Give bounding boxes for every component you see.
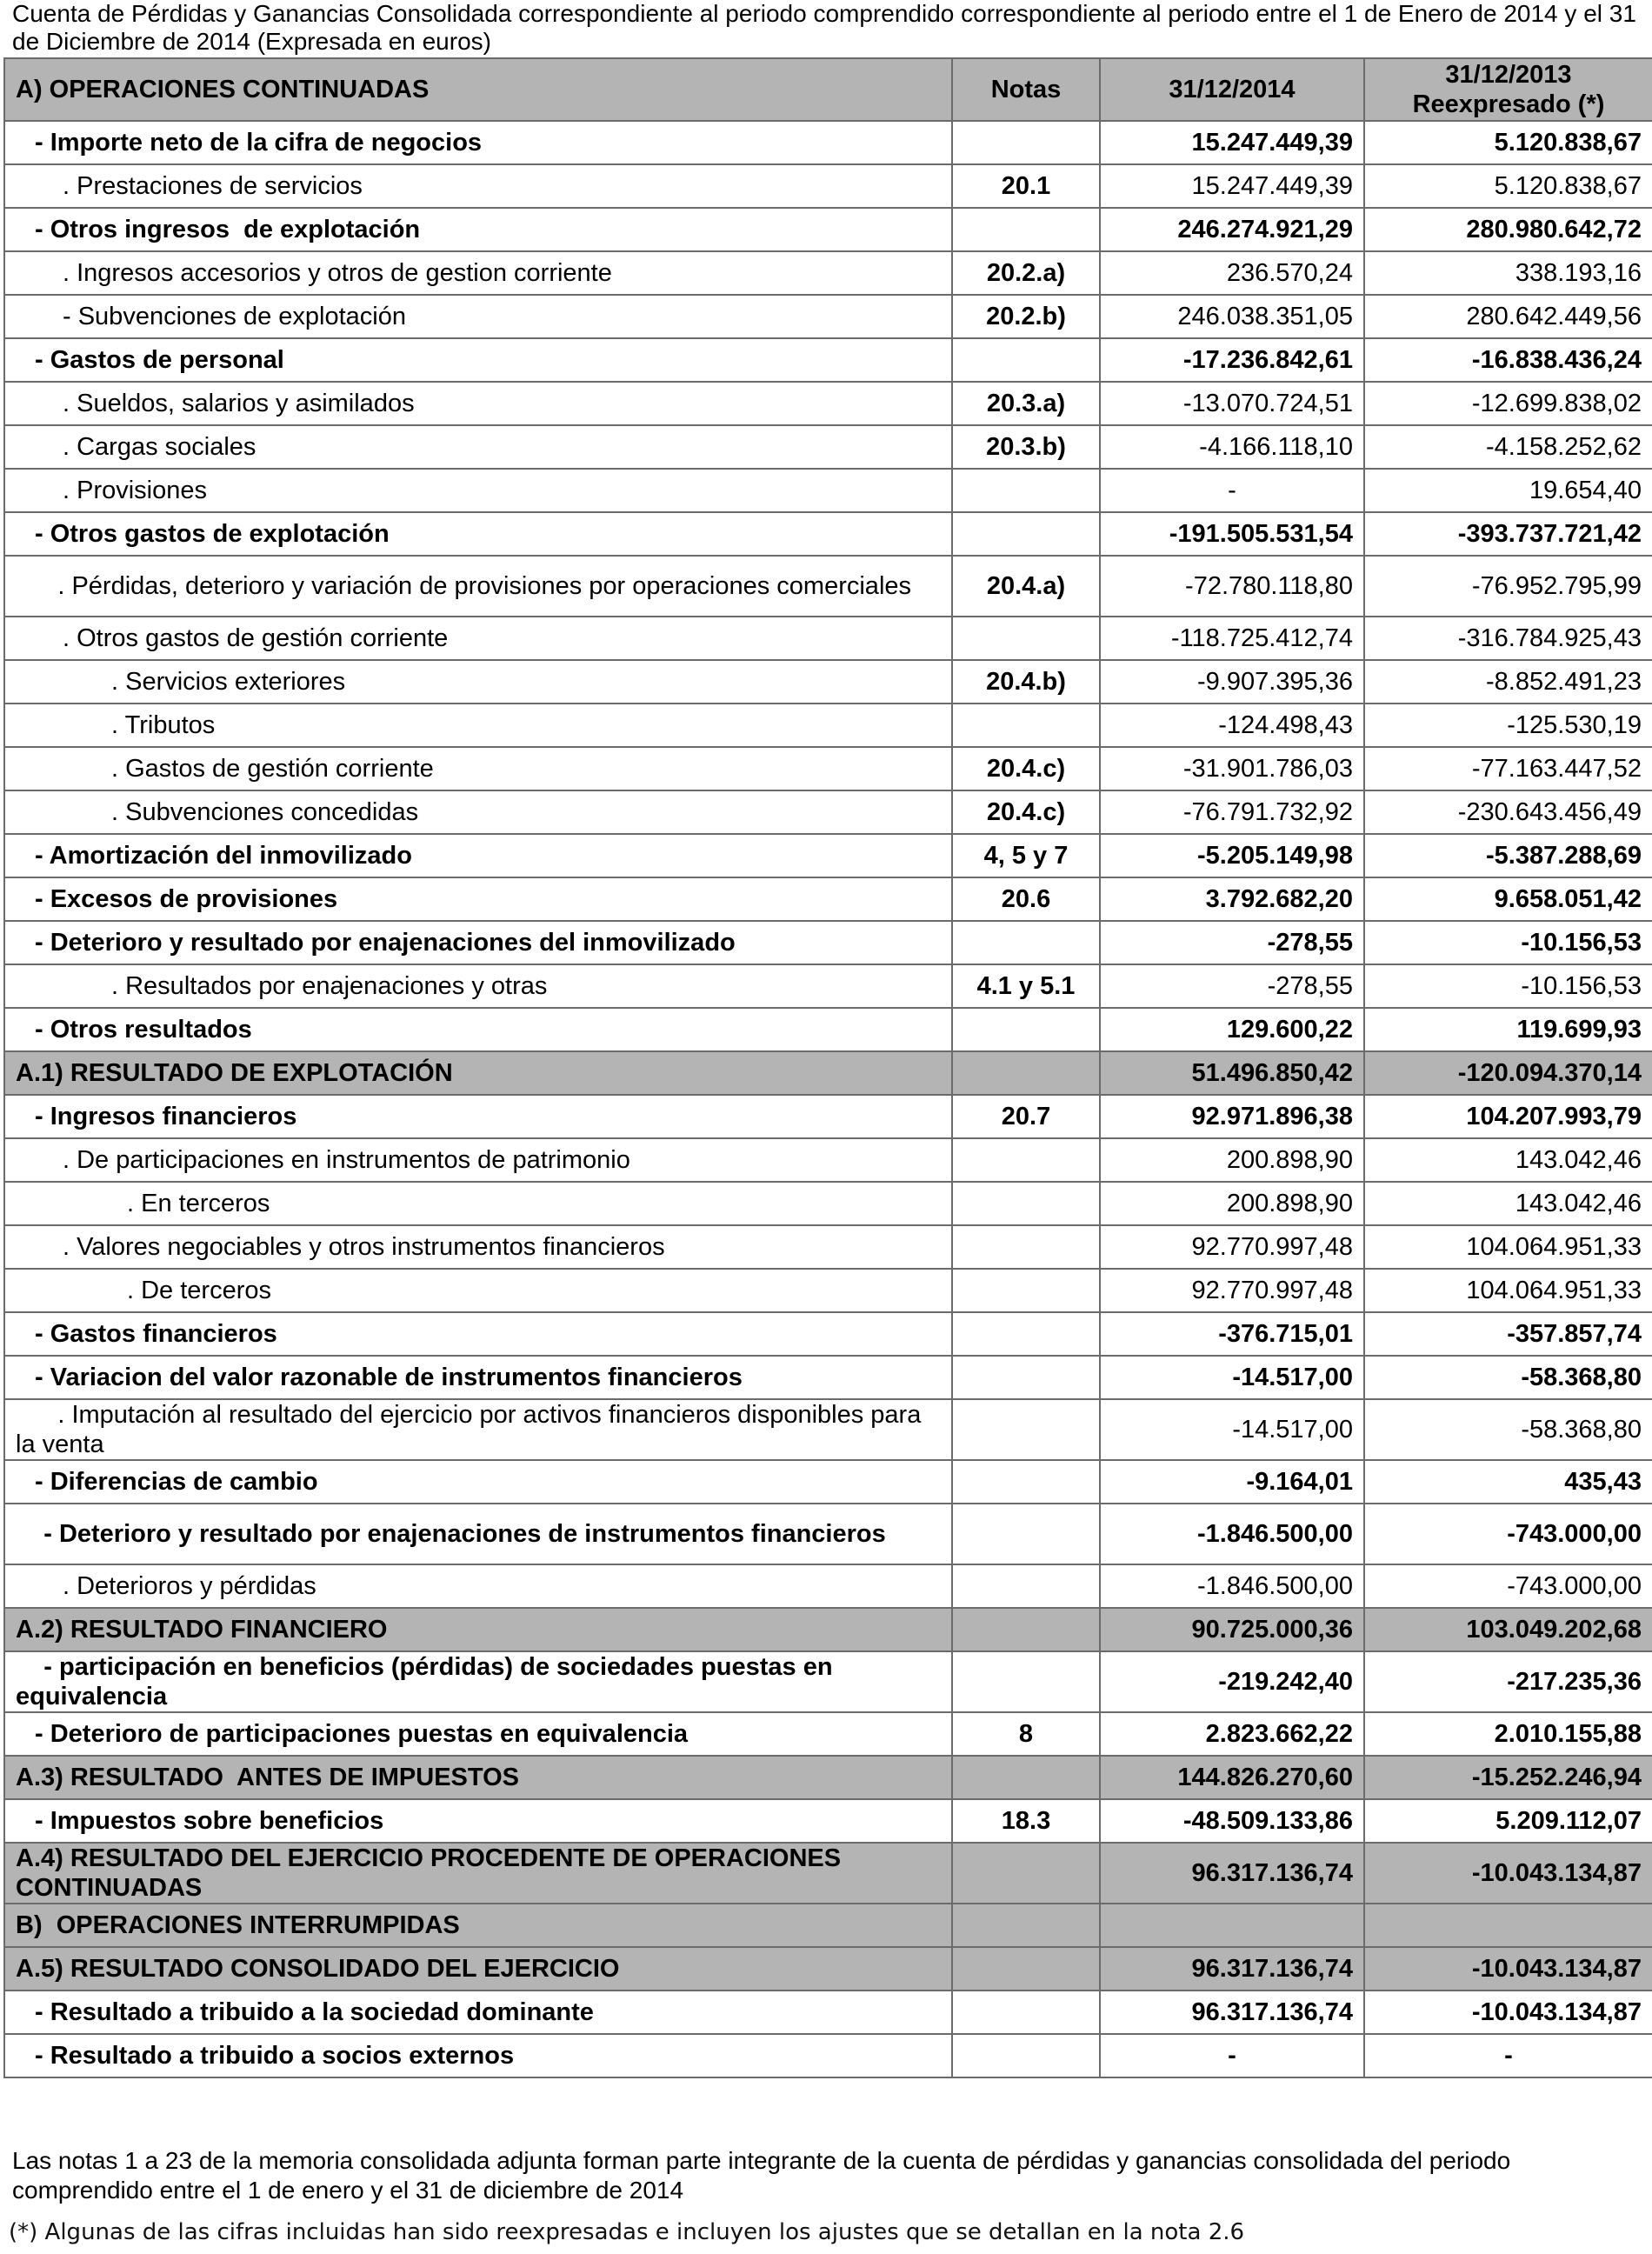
row-label: . Sueldos, salarios y asimilados	[4, 382, 952, 425]
table-row	[4, 208, 1652, 251]
row-value-2014: -118.725.412,74	[1100, 617, 1364, 660]
header-col-2013-note: Reexpresado (*)	[1412, 90, 1605, 118]
row-value-2014: -14.517,00	[1100, 1399, 1364, 1460]
row-notas	[952, 1225, 1100, 1269]
row-label: . En terceros	[4, 1182, 952, 1225]
row-value-2013: 338.193,16	[1364, 251, 1652, 295]
row-notas	[952, 1756, 1100, 1799]
row-label: - Otros gastos de explotación	[4, 512, 952, 556]
row-value-2014: -124.498,43	[1100, 704, 1364, 747]
row-label: . Servicios exteriores	[4, 660, 952, 704]
row-label: - Excesos de provisiones	[4, 877, 952, 921]
row-notas	[952, 1008, 1100, 1051]
row-value-2013: 119.699,93	[1364, 1008, 1652, 1051]
row-value-2013: 5.209.112,07	[1364, 1799, 1652, 1843]
table-row	[4, 1138, 1652, 1182]
row-value-2014: 2.823.662,22	[1100, 1712, 1364, 1756]
table-row	[4, 747, 1652, 790]
row-value-2014: 129.600,22	[1100, 1008, 1364, 1051]
row-label: - Impuestos sobre beneficios	[4, 1799, 952, 1843]
footer-note: Las notas 1 a 23 de la memoria consolidada adjunta forman parte integrante de la cuenta de pérdidas y ganancias consolidada del periodo comprendido entre el 1 de enero y el 31 de diciembre de 2014	[12, 2147, 1511, 2204]
row-value-2013: -316.784.925,43	[1364, 617, 1652, 660]
row-value-2014: 246.274.921,29	[1100, 208, 1364, 251]
row-notas	[952, 1843, 1100, 1904]
row-notas	[952, 1947, 1100, 1991]
row-value-2014: -48.509.133,86	[1100, 1799, 1364, 1843]
table-row	[4, 617, 1652, 660]
table-row	[4, 2034, 1652, 2077]
row-notas	[952, 921, 1100, 964]
row-value-2013: -743.000,00	[1364, 1504, 1652, 1564]
row-value-2014: -13.070.724,51	[1100, 382, 1364, 425]
row-label: - Subvenciones de explotación	[4, 295, 952, 338]
row-notas	[952, 1399, 1100, 1460]
row-label: - Resultado a tribuido a socios externos	[4, 2034, 952, 2077]
table-row	[4, 1947, 1652, 1991]
row-value-2014	[1100, 1904, 1364, 1947]
row-value-2014: 92.770.997,48	[1100, 1269, 1364, 1312]
table-row	[4, 338, 1652, 382]
row-label: B) OPERACIONES INTERRUMPIDAS	[4, 1904, 952, 1947]
row-notas	[952, 512, 1100, 556]
table-row	[4, 1051, 1652, 1095]
table-row	[4, 1182, 1652, 1225]
row-value-2014: 96.317.136,74	[1100, 1843, 1364, 1904]
header-col-2013	[1364, 58, 1652, 121]
row-value-2013: 5.120.838,67	[1364, 164, 1652, 208]
row-value-2014: 200.898,90	[1100, 1182, 1364, 1225]
row-label: - Resultado a tribuido a la sociedad dominante	[4, 1991, 952, 2034]
row-label: . Prestaciones de servicios	[4, 164, 952, 208]
row-value-2014: -5.205.149,98	[1100, 834, 1364, 877]
row-notas	[952, 1269, 1100, 1312]
table-row	[4, 295, 1652, 338]
table-header-row	[4, 58, 1652, 121]
row-value-2014: -1.846.500,00	[1100, 1564, 1364, 1608]
income-statement-table	[3, 57, 1652, 2078]
row-value-2013: -12.699.838,02	[1364, 382, 1652, 425]
table-row	[4, 1904, 1652, 1947]
row-notas	[952, 1991, 1100, 2034]
row-value-2013: 9.658.051,42	[1364, 877, 1652, 921]
row-notas: 20.2.b)	[952, 295, 1100, 338]
row-label: - Diferencias de cambio	[4, 1460, 952, 1504]
row-notas: 20.2.a)	[952, 251, 1100, 295]
row-value-2014: 15.247.449,39	[1100, 121, 1364, 164]
table-row	[4, 1651, 1652, 1712]
row-notas: 20.1	[952, 164, 1100, 208]
table-row	[4, 1799, 1652, 1843]
row-value-2014: -1.846.500,00	[1100, 1504, 1364, 1564]
row-value-2014: -14.517,00	[1100, 1356, 1364, 1399]
row-value-2013: -217.235,36	[1364, 1651, 1652, 1712]
row-notas: 20.4.b)	[952, 660, 1100, 704]
table-row	[4, 834, 1652, 877]
row-notas: 20.3.b)	[952, 425, 1100, 469]
table-row	[4, 512, 1652, 556]
row-notas	[952, 1312, 1100, 1356]
table-row	[4, 1504, 1652, 1564]
row-value-2013: 143.042,46	[1364, 1138, 1652, 1182]
row-value-2014: 246.038.351,05	[1100, 295, 1364, 338]
table-row	[4, 1008, 1652, 1051]
row-value-2013: 280.642.449,56	[1364, 295, 1652, 338]
row-label: . Valores negociables y otros instrumentos financieros	[4, 1225, 952, 1269]
table-row	[4, 556, 1652, 617]
row-label: - Ingresos financieros	[4, 1095, 952, 1138]
row-value-2014: 200.898,90	[1100, 1138, 1364, 1182]
table-row	[4, 1608, 1652, 1651]
row-notas	[952, 704, 1100, 747]
row-value-2013: -5.387.288,69	[1364, 834, 1652, 877]
table-row	[4, 921, 1652, 964]
row-value-2014: -9.907.395,36	[1100, 660, 1364, 704]
row-value-2013: 5.120.838,67	[1364, 121, 1652, 164]
row-value-2013: -230.643.456,49	[1364, 790, 1652, 834]
row-label: . Tributos	[4, 704, 952, 747]
row-label: A.1) RESULTADO DE EXPLOTACIÓN	[4, 1051, 952, 1095]
row-value-2013: -77.163.447,52	[1364, 747, 1652, 790]
table-body	[4, 121, 1652, 2077]
restatement-footnote: (*) Algunas de las cifras incluidas han sido reexpresadas e incluyen los ajustes que se detallan en la nota 2.6	[9, 2219, 1245, 2245]
header-section-label: A) OPERACIONES CONTINUADAS	[4, 58, 952, 121]
row-value-2013: -10.043.134,87	[1364, 1991, 1652, 2034]
table-row	[4, 251, 1652, 295]
table-row	[4, 164, 1652, 208]
row-value-2014: -191.505.531,54	[1100, 512, 1364, 556]
row-value-2013: -10.043.134,87	[1364, 1947, 1652, 1991]
row-notas	[952, 1608, 1100, 1651]
row-value-2014: -17.236.842,61	[1100, 338, 1364, 382]
row-notas	[952, 338, 1100, 382]
table-row	[4, 964, 1652, 1008]
row-label: - participación en beneficios (pérdidas) de sociedades puestas en equivalencia	[4, 1651, 952, 1712]
table-row	[4, 1991, 1652, 2034]
row-label: A.5) RESULTADO CONSOLIDADO DEL EJERCICIO	[4, 1947, 952, 1991]
row-value-2013: -58.368,80	[1364, 1399, 1652, 1460]
row-label: . Deterioros y pérdidas	[4, 1564, 952, 1608]
row-value-2013: -16.838.436,24	[1364, 338, 1652, 382]
row-value-2013: 435,43	[1364, 1460, 1652, 1504]
row-label: - Variacion del valor razonable de instrumentos financieros	[4, 1356, 952, 1399]
row-notas	[952, 1460, 1100, 1504]
row-notas	[952, 1564, 1100, 1608]
row-notas: 20.6	[952, 877, 1100, 921]
row-value-2013: -10.156,53	[1364, 964, 1652, 1008]
row-value-2013: -120.094.370,14	[1364, 1051, 1652, 1095]
table-row	[4, 1712, 1652, 1756]
row-value-2013: -	[1364, 2034, 1652, 2077]
table-row	[4, 1399, 1652, 1460]
row-notas: 4.1 y 5.1	[952, 964, 1100, 1008]
row-value-2013: -393.737.721,42	[1364, 512, 1652, 556]
row-value-2014: -	[1100, 2034, 1364, 2077]
row-notas	[952, 469, 1100, 512]
row-value-2013: 280.980.642,72	[1364, 208, 1652, 251]
row-value-2014: -	[1100, 469, 1364, 512]
row-value-2013: -10.156,53	[1364, 921, 1652, 964]
row-value-2014: -278,55	[1100, 964, 1364, 1008]
row-label: - Gastos de personal	[4, 338, 952, 382]
table-row	[4, 1225, 1652, 1269]
row-value-2014: 96.317.136,74	[1100, 1991, 1364, 2034]
table-row	[4, 425, 1652, 469]
row-label: . De participaciones en instrumentos de patrimonio	[4, 1138, 952, 1182]
row-label: - Otros resultados	[4, 1008, 952, 1051]
table-row	[4, 1460, 1652, 1504]
row-label: . Imputación al resultado del ejercicio por activos financieros disponibles para la venta	[4, 1399, 952, 1460]
row-value-2013: 19.654,40	[1364, 469, 1652, 512]
table-row	[4, 1095, 1652, 1138]
row-label: . Resultados por enajenaciones y otras	[4, 964, 952, 1008]
row-value-2014: -76.791.732,92	[1100, 790, 1364, 834]
row-notas: 4, 5 y 7	[952, 834, 1100, 877]
table-row	[4, 1356, 1652, 1399]
row-label: . Subvenciones concedidas	[4, 790, 952, 834]
table-row	[4, 1756, 1652, 1799]
table-row	[4, 877, 1652, 921]
row-value-2014: 15.247.449,39	[1100, 164, 1364, 208]
row-value-2014: -4.166.118,10	[1100, 425, 1364, 469]
row-label: . De terceros	[4, 1269, 952, 1312]
row-value-2013: -76.952.795,99	[1364, 556, 1652, 617]
row-label: . Ingresos accesorios y otros de gestion corriente	[4, 251, 952, 295]
row-notas	[952, 1504, 1100, 1564]
row-notas	[952, 1651, 1100, 1712]
row-value-2014: 51.496.850,42	[1100, 1051, 1364, 1095]
header-notas: Notas	[952, 58, 1100, 121]
row-value-2014: 92.971.896,38	[1100, 1095, 1364, 1138]
row-notas	[952, 1904, 1100, 1947]
table-row	[4, 660, 1652, 704]
row-notas	[952, 1138, 1100, 1182]
row-label: . Otros gastos de gestión corriente	[4, 617, 952, 660]
row-value-2014: -72.780.118,80	[1100, 556, 1364, 617]
table-row	[4, 1843, 1652, 1904]
row-value-2014: -9.164,01	[1100, 1460, 1364, 1504]
row-value-2014: 144.826.270,60	[1100, 1756, 1364, 1799]
row-label: . Gastos de gestión corriente	[4, 747, 952, 790]
row-notas: 20.4.a)	[952, 556, 1100, 617]
row-value-2014: 236.570,24	[1100, 251, 1364, 295]
row-label: - Deterioro y resultado por enajenaciones del inmovilizado	[4, 921, 952, 964]
row-value-2013: 104.064.951,33	[1364, 1225, 1652, 1269]
row-label: - Amortización del inmovilizado	[4, 834, 952, 877]
row-notas: 20.4.c)	[952, 790, 1100, 834]
row-value-2013: 104.064.951,33	[1364, 1269, 1652, 1312]
table-row	[4, 469, 1652, 512]
row-value-2014: 90.725.000,36	[1100, 1608, 1364, 1651]
row-notas	[952, 2034, 1100, 2077]
row-notas: 20.3.a)	[952, 382, 1100, 425]
row-value-2013: 2.010.155,88	[1364, 1712, 1652, 1756]
row-label: - Importe neto de la cifra de negocios	[4, 121, 952, 164]
row-value-2013: -4.158.252,62	[1364, 425, 1652, 469]
row-label: A.2) RESULTADO FINANCIERO	[4, 1608, 952, 1651]
row-value-2014: 92.770.997,48	[1100, 1225, 1364, 1269]
row-value-2013	[1364, 1904, 1652, 1947]
row-value-2014: -376.715,01	[1100, 1312, 1364, 1356]
row-notas	[952, 208, 1100, 251]
row-label: . Cargas sociales	[4, 425, 952, 469]
table-row	[4, 790, 1652, 834]
row-value-2013: -743.000,00	[1364, 1564, 1652, 1608]
row-label: A.4) RESULTADO DEL EJERCICIO PROCEDENTE DE OPERACIONES CONTINUADAS	[4, 1843, 952, 1904]
row-value-2013: 143.042,46	[1364, 1182, 1652, 1225]
statement-caption: Cuenta de Pérdidas y Ganancias Consolidada correspondiente al periodo comprendido correspondiente al periodo entre el 1 de Enero de 2014 y el 31 de Diciembre de 2014 (Expresada en euros)	[12, 0, 1636, 55]
row-notas	[952, 121, 1100, 164]
row-notas: 20.4.c)	[952, 747, 1100, 790]
row-value-2013: -58.368,80	[1364, 1356, 1652, 1399]
table-row	[4, 1564, 1652, 1608]
row-value-2014: 3.792.682,20	[1100, 877, 1364, 921]
table-row	[4, 121, 1652, 164]
row-notas	[952, 1051, 1100, 1095]
row-value-2013: -8.852.491,23	[1364, 660, 1652, 704]
row-label: - Deterioro de participaciones puestas en equivalencia	[4, 1712, 952, 1756]
row-value-2014: -219.242,40	[1100, 1651, 1364, 1712]
row-label: . Pérdidas, deterioro y variación de provisiones por operaciones comerciales	[4, 556, 952, 617]
row-label: - Otros ingresos de explotación	[4, 208, 952, 251]
row-notas	[952, 1356, 1100, 1399]
row-notas	[952, 617, 1100, 660]
row-label: . Provisiones	[4, 469, 952, 512]
row-notas: 18.3	[952, 1799, 1100, 1843]
row-value-2013: -357.857,74	[1364, 1312, 1652, 1356]
header-col-2014: 31/12/2014	[1100, 58, 1364, 121]
row-label: A.3) RESULTADO ANTES DE IMPUESTOS	[4, 1756, 952, 1799]
table-row	[4, 1312, 1652, 1356]
row-value-2013: 104.207.993,79	[1364, 1095, 1652, 1138]
table-row	[4, 382, 1652, 425]
row-notas: 20.7	[952, 1095, 1100, 1138]
row-value-2013: 103.049.202,68	[1364, 1608, 1652, 1651]
row-label: - Gastos financieros	[4, 1312, 952, 1356]
row-value-2013: -10.043.134,87	[1364, 1843, 1652, 1904]
row-value-2013: -15.252.246,94	[1364, 1756, 1652, 1799]
row-notas	[952, 1182, 1100, 1225]
row-notas: 8	[952, 1712, 1100, 1756]
row-value-2014: -31.901.786,03	[1100, 747, 1364, 790]
table-row	[4, 704, 1652, 747]
table-row	[4, 1269, 1652, 1312]
row-value-2014: 96.317.136,74	[1100, 1947, 1364, 1991]
row-label: - Deterioro y resultado por enajenaciones de instrumentos financieros	[4, 1504, 952, 1564]
row-value-2013: -125.530,19	[1364, 704, 1652, 747]
row-value-2014: -278,55	[1100, 921, 1364, 964]
header-col-2013-date: 31/12/2013	[1445, 61, 1572, 89]
